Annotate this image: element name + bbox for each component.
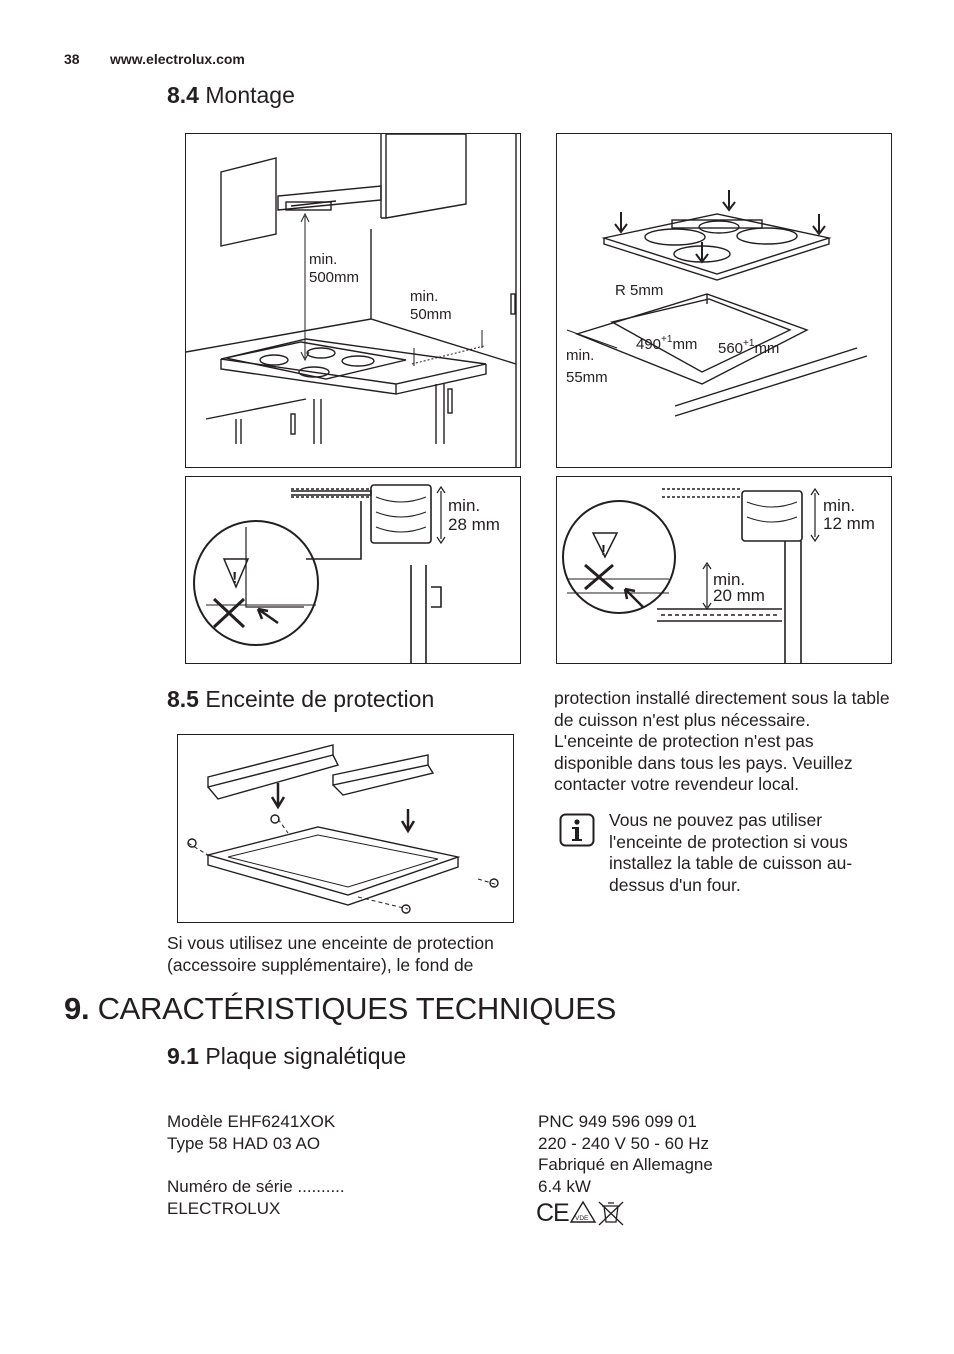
- dim-50-line1: min.: [410, 288, 439, 305]
- dim-depth-unit: mm: [754, 340, 780, 357]
- website-link[interactable]: www.electrolux.com: [110, 51, 245, 67]
- cutout-illustration: [557, 134, 891, 467]
- weee-bin-icon: [599, 1202, 623, 1225]
- figure-protection-box: [177, 734, 514, 923]
- dim-width: [636, 334, 697, 353]
- protection-text-right: [554, 688, 894, 796]
- model: Modèle EHF6241XOK: [167, 1112, 336, 1131]
- figure-min-28mm: [185, 476, 521, 664]
- section-number: 8.4: [167, 82, 199, 108]
- voltage: 220 - 240 V 50 - 60 Hz: [538, 1133, 710, 1153]
- dim-width-unit: mm: [672, 336, 698, 353]
- chapter-title: CARACTÉRISTIQUES TECHNIQUES: [97, 991, 616, 1026]
- dim-width-value: 490: [636, 336, 662, 353]
- info-note-text: Vous ne pouvez pas utiliser l'enceinte de protection si vous installez la table de cuisson au-dessus d'un four.: [609, 810, 853, 895]
- figure-min-12-20mm: [556, 476, 892, 664]
- dim-depth-tolerance: +1: [743, 338, 755, 349]
- rating-plate-left: [167, 1111, 345, 1220]
- warning-icon: !: [232, 570, 238, 587]
- kitchen-illustration: [186, 134, 520, 467]
- section-9-1-heading: [167, 1043, 406, 1070]
- paragraph-left: Si vous utilisez une enceinte de protection (accessoire supplémentaire), le fond de: [167, 933, 494, 975]
- vde-mark-text: VDE: [575, 1215, 589, 1222]
- dim-55-line2: 55mm: [566, 369, 608, 386]
- chapter-9-heading: [64, 991, 616, 1027]
- dim-500-line2: 500mm: [309, 269, 360, 286]
- dim-20-line1: min.: [713, 570, 746, 589]
- dim-20-line2: 20 mm: [713, 586, 765, 605]
- power: 6.4 kW: [538, 1177, 591, 1197]
- protection-text-left: [167, 933, 527, 976]
- ce-mark-icon: CE: [536, 1199, 569, 1226]
- dim-55-line1: min.: [566, 347, 595, 364]
- page-number: 38: [64, 51, 80, 67]
- figure-cutout-dimensions: [556, 133, 892, 468]
- dim-28-line2: 28 mm: [448, 515, 500, 534]
- figure-kitchen-clearance: [185, 133, 521, 468]
- made-in: Fabriqué en Allemagne: [538, 1155, 713, 1175]
- warning-icon: !: [601, 542, 606, 559]
- dim-12-line2: 12 mm: [823, 514, 875, 533]
- section-8-4-heading: [167, 82, 295, 109]
- dim-28-line1: min.: [448, 496, 481, 515]
- section-8-5-heading: [167, 686, 434, 713]
- clearance-28mm-illustration: [186, 477, 520, 663]
- info-icon: [559, 813, 595, 847]
- type: Type 58 HAD 03 AO: [167, 1133, 321, 1153]
- section-number: 8.5: [167, 686, 199, 712]
- pnc: PNC 949 596 099 01: [538, 1112, 697, 1131]
- brand: ELECTROLUX: [167, 1198, 281, 1218]
- chapter-number: 9.: [64, 991, 90, 1026]
- clearance-12-20-illustration: [557, 477, 891, 663]
- dim-depth-value: 560: [718, 340, 744, 357]
- dim-depth: [718, 338, 779, 357]
- section-number: 9.1: [167, 1043, 199, 1069]
- spacer: [167, 1154, 345, 1176]
- info-note: [609, 810, 884, 896]
- dim-width-tolerance: +1: [661, 334, 673, 345]
- section-title: Enceinte de protection: [205, 686, 435, 712]
- rating-plate-right: [538, 1111, 713, 1198]
- dim-50-line2: 50mm: [410, 306, 452, 323]
- section-title: Montage: [205, 82, 295, 108]
- protection-box-illustration: [178, 735, 513, 922]
- dim-500-line1: min.: [309, 251, 338, 268]
- serial-number: Numéro de série ..........: [167, 1177, 345, 1197]
- section-title: Plaque signalétique: [205, 1043, 407, 1069]
- certification-marks: [536, 1198, 626, 1226]
- dim-12-line1: min.: [823, 496, 856, 515]
- dim-radius: R 5mm: [615, 282, 664, 299]
- paragraph-right: protection installé directement sous la table de cuisson n'est plus nécessaire. L'enceinte de protection n'est pas disponible dans tous les pays. Veuillez contacter votre revendeur local.: [554, 688, 890, 795]
